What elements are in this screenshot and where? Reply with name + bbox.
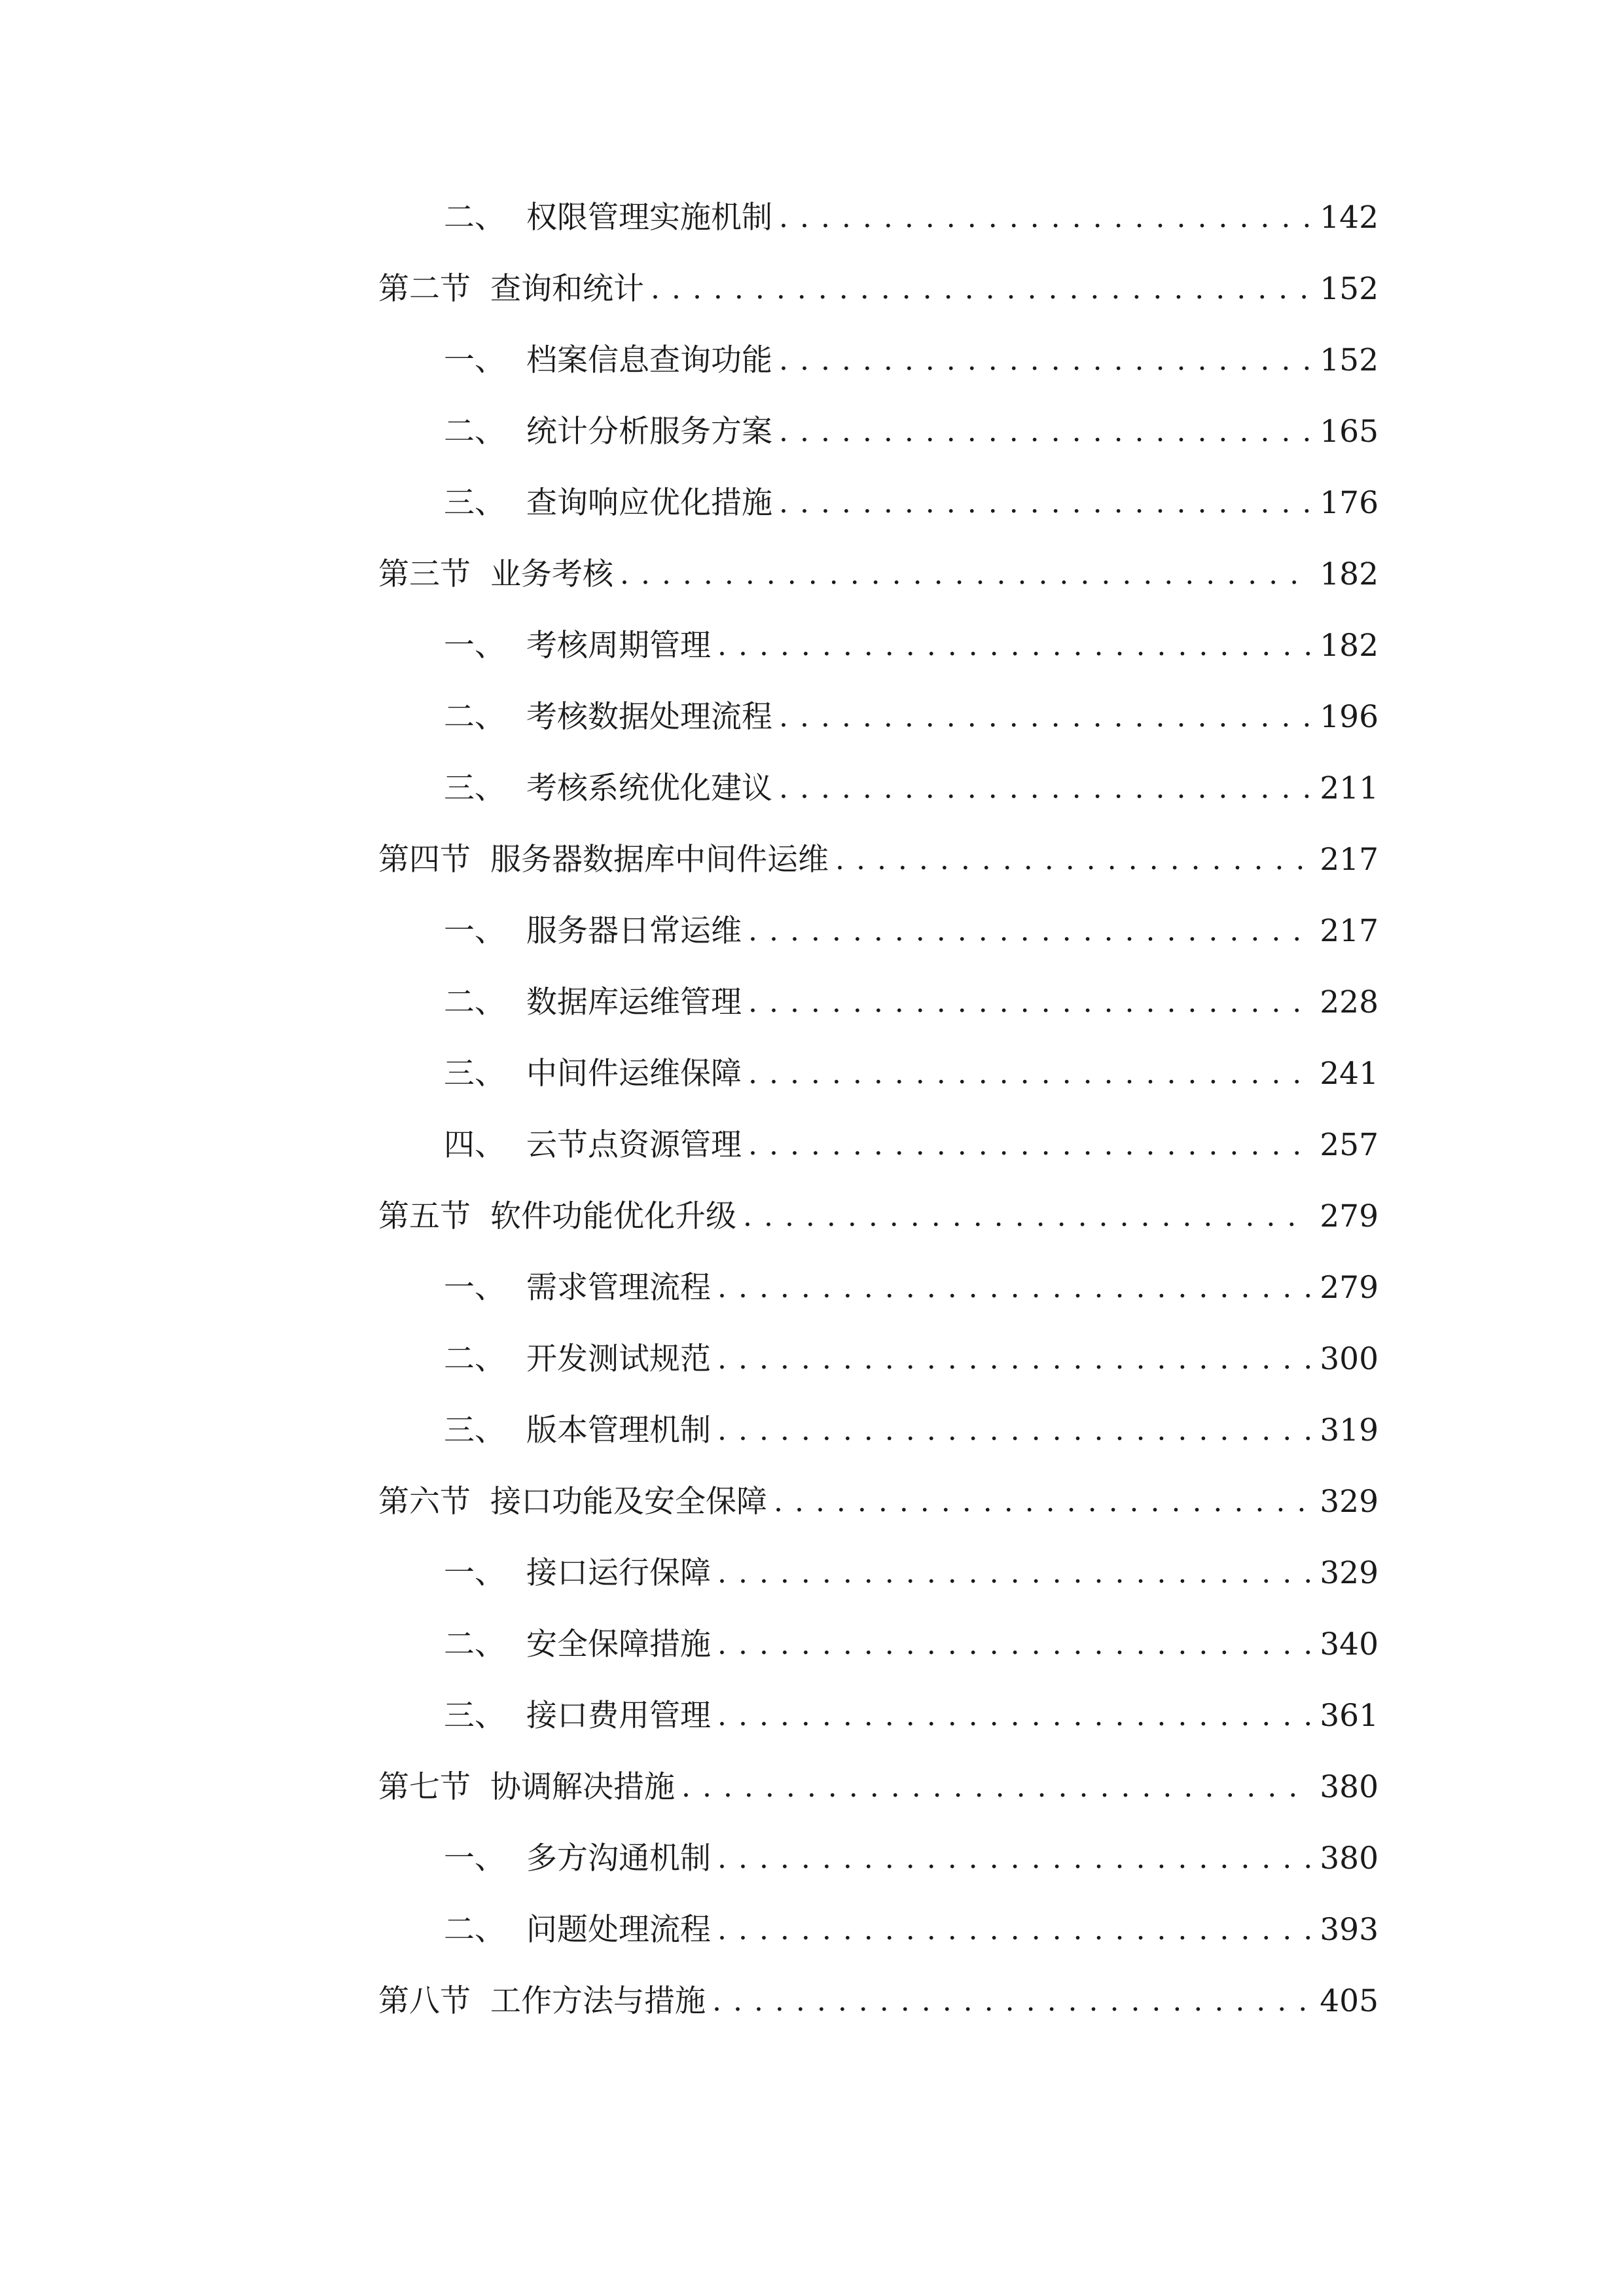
toc-entry-number: 第四节 <box>378 842 471 878</box>
toc-entry-number: 二、 <box>444 1912 505 1948</box>
toc-entry-page: 152 <box>1320 271 1379 307</box>
toc-entry[interactable] <box>444 762 1379 815</box>
toc-entry[interactable] <box>444 1833 1379 1885</box>
toc-entry-page: 228 <box>1320 984 1379 1020</box>
toc-dot-leader <box>835 834 1310 886</box>
toc-entry-page: 217 <box>1320 842 1379 878</box>
toc-entry-title: 权限管理实施机制 <box>526 200 772 236</box>
toc-entry[interactable] <box>444 334 1379 387</box>
toc-dot-leader <box>712 1975 1310 2028</box>
toc-entry-number: 第二节 <box>378 271 471 307</box>
toc-dot-leader <box>717 1262 1310 1314</box>
toc-entry-title: 软件功能优化升级 <box>490 1198 736 1234</box>
toc-entry-page: 165 <box>1320 414 1379 450</box>
toc-entry-number: 三、 <box>444 770 505 806</box>
toc-entry[interactable] <box>378 1191 1379 1243</box>
toc-dot-leader <box>620 548 1310 601</box>
toc-entry-title: 需求管理流程 <box>526 1270 711 1306</box>
toc-entry-title: 云节点资源管理 <box>526 1127 742 1163</box>
toc-entry[interactable] <box>444 691 1379 744</box>
toc-entry-title: 考核数据处理流程 <box>526 699 772 735</box>
toc-entry-number: 二、 <box>444 414 505 450</box>
toc-entry-title: 工作方法与措施 <box>490 1983 706 2019</box>
toc-dot-leader <box>748 977 1310 1029</box>
toc-entry-page: 393 <box>1320 1912 1379 1948</box>
toc-entry-number: 二、 <box>444 699 505 735</box>
toc-entry[interactable] <box>444 1690 1379 1742</box>
toc-entry-page: 182 <box>1320 556 1379 592</box>
toc-entry-number: 第六节 <box>378 1484 471 1520</box>
toc-entry-title: 协调解决措施 <box>490 1769 675 1805</box>
toc-entry-number: 第五节 <box>378 1198 471 1234</box>
toc-entry-title: 查询响应优化措施 <box>526 485 772 521</box>
toc-entry[interactable] <box>378 1975 1379 2028</box>
toc-entry[interactable] <box>444 192 1379 244</box>
toc-entry-title: 统计分析服务方案 <box>526 414 772 450</box>
toc-entry-number: 一、 <box>444 628 505 664</box>
toc-entry-title: 考核周期管理 <box>526 628 711 664</box>
toc-entry-page: 340 <box>1320 1626 1379 1662</box>
toc-dot-leader <box>681 1761 1310 1814</box>
toc-entry-page: 176 <box>1320 485 1379 521</box>
toc-entry-page: 405 <box>1320 1983 1379 2019</box>
toc-entry-page: 319 <box>1320 1412 1379 1448</box>
toc-entry-page: 241 <box>1320 1056 1379 1092</box>
toc-entry-title: 安全保障措施 <box>526 1626 711 1662</box>
toc-entry-title: 业务考核 <box>490 556 613 592</box>
toc-entry-number: 一、 <box>444 342 505 378</box>
toc-entry-title: 服务器数据库中间件运维 <box>490 842 829 878</box>
toc-entry-number: 二、 <box>444 1341 505 1377</box>
toc-entry-page: 142 <box>1320 200 1379 236</box>
toc-dot-leader <box>717 1619 1310 1671</box>
toc-entry-page: 279 <box>1320 1270 1379 1306</box>
toc-dot-leader <box>717 620 1310 672</box>
toc-entry-title: 考核系统优化建议 <box>526 770 772 806</box>
toc-entry-number: 第七节 <box>378 1769 471 1805</box>
toc-dot-leader <box>779 477 1310 529</box>
toc-entry-title: 档案信息查询功能 <box>526 342 772 378</box>
toc-entry-number: 第八节 <box>378 1983 471 2019</box>
toc-dot-leader <box>743 1191 1310 1243</box>
toc-entry-number: 三、 <box>444 1056 505 1092</box>
toc-entry[interactable] <box>444 1904 1379 1956</box>
toc-entry[interactable] <box>444 1048 1379 1100</box>
toc-entry-page: 152 <box>1320 342 1379 378</box>
toc-entry-page: 329 <box>1320 1484 1379 1520</box>
toc-entry-page: 211 <box>1320 770 1379 806</box>
toc-entry-page: 380 <box>1320 1840 1379 1876</box>
toc-entry-page: 329 <box>1320 1555 1379 1591</box>
toc-dot-leader <box>779 691 1310 744</box>
toc-dot-leader <box>779 334 1310 387</box>
toc-entry[interactable] <box>444 977 1379 1029</box>
toc-entry-number: 一、 <box>444 1555 505 1591</box>
toc-entry-page: 217 <box>1320 913 1379 949</box>
toc-entry[interactable] <box>444 1262 1379 1314</box>
toc-entry-number: 一、 <box>444 913 505 949</box>
toc-dot-leader <box>717 1833 1310 1885</box>
toc-entry[interactable] <box>444 1333 1379 1386</box>
toc-entry-title: 问题处理流程 <box>526 1912 711 1948</box>
toc-entry[interactable] <box>444 620 1379 672</box>
toc-entry-title: 数据库运维管理 <box>526 984 742 1020</box>
toc-entry-number: 三、 <box>444 1698 505 1734</box>
toc-entry-number: 一、 <box>444 1840 505 1876</box>
toc-entry[interactable] <box>378 548 1379 601</box>
toc-entry-title: 版本管理机制 <box>526 1412 711 1448</box>
toc-dot-leader <box>717 1405 1310 1457</box>
toc-dot-leader <box>717 1547 1310 1600</box>
toc-entry-number: 二、 <box>444 984 505 1020</box>
toc-entry-title: 服务器日常运维 <box>526 913 742 949</box>
toc-entry-page: 361 <box>1320 1698 1379 1734</box>
toc-entry-title: 接口功能及安全保障 <box>490 1484 767 1520</box>
toc-entry-title: 查询和统计 <box>490 271 644 307</box>
toc-entry[interactable] <box>444 1547 1379 1600</box>
toc-dot-leader <box>774 1476 1310 1528</box>
toc-entry-page: 279 <box>1320 1198 1379 1234</box>
toc-entry[interactable] <box>378 1476 1379 1528</box>
toc-entry-page: 257 <box>1320 1127 1379 1163</box>
toc-entry[interactable] <box>444 477 1379 529</box>
toc-entry-title: 接口费用管理 <box>526 1698 711 1734</box>
toc-entry[interactable] <box>444 1619 1379 1671</box>
toc-entry-page: 300 <box>1320 1341 1379 1377</box>
toc-entry-number: 三、 <box>444 485 505 521</box>
toc-dot-leader <box>748 1119 1310 1172</box>
toc-entry[interactable] <box>378 263 1379 315</box>
toc-dot-leader <box>779 406 1310 458</box>
toc-entry-number: 四、 <box>444 1127 505 1163</box>
toc-entry[interactable] <box>378 834 1379 886</box>
toc-entry[interactable] <box>444 905 1379 958</box>
toc-dot-leader <box>779 192 1310 244</box>
toc-entry-number: 第三节 <box>378 556 471 592</box>
toc-dot-leader <box>717 1333 1310 1386</box>
toc-entry-number: 三、 <box>444 1412 505 1448</box>
toc-entry-number: 一、 <box>444 1270 505 1306</box>
toc-dot-leader <box>748 1048 1310 1100</box>
toc-entry[interactable] <box>378 1761 1379 1814</box>
toc-entry-title: 中间件运维保障 <box>526 1056 742 1092</box>
toc-dot-leader <box>779 762 1310 815</box>
toc-entry-title: 开发测试规范 <box>526 1341 711 1377</box>
toc-entry-page: 182 <box>1320 628 1379 664</box>
toc-entry-title: 多方沟通机制 <box>526 1840 711 1876</box>
toc-dot-leader <box>748 905 1310 958</box>
toc-entry-number: 二、 <box>444 200 505 236</box>
toc-entry-number: 二、 <box>444 1626 505 1662</box>
toc-entry-page: 380 <box>1320 1769 1379 1805</box>
toc-dot-leader <box>717 1690 1310 1742</box>
toc-dot-leader <box>651 263 1310 315</box>
toc-entry-title: 接口运行保障 <box>526 1555 711 1591</box>
toc-entry[interactable] <box>444 406 1379 458</box>
toc-entry-page: 196 <box>1320 699 1379 735</box>
toc-entry[interactable] <box>444 1119 1379 1172</box>
toc-entry[interactable] <box>444 1405 1379 1457</box>
toc-dot-leader <box>717 1904 1310 1956</box>
